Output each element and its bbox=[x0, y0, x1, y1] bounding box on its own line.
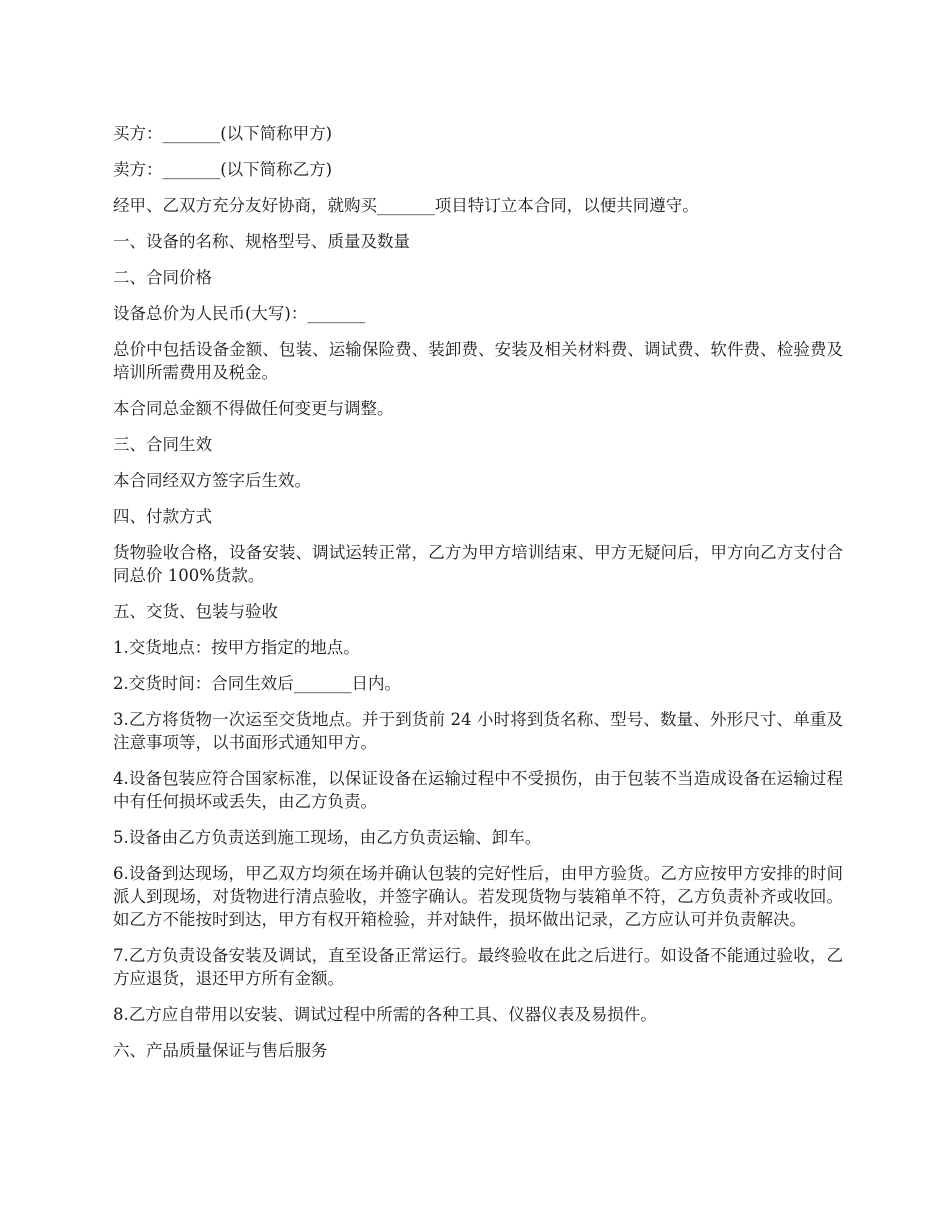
seller-line: 卖方：_______(以下简称乙方) bbox=[113, 160, 333, 179]
total-price-line: 设备总价为人民币(大写)：_______ bbox=[113, 304, 366, 323]
section-heading-price: 二、合同价格 bbox=[113, 268, 212, 287]
buyer-line: 买方：_______(以下简称甲方) bbox=[113, 124, 333, 143]
price-fixed-paragraph: 本合同总金额不得做任何变更与调整。 bbox=[113, 399, 394, 418]
section-heading-payment: 四、付款方式 bbox=[113, 507, 212, 526]
delivery-item-1: 1.交货地点：按甲方指定的地点。 bbox=[113, 638, 360, 657]
section-heading-equipment: 一、设备的名称、规格型号、质量及数量 bbox=[113, 232, 410, 251]
delivery-item-7: 7.乙方负责设备安装及调试，直至设备正常运行。最终验收在此之后进行。如设备不能通过验收，乙方应退货，退还甲方所有金额。 bbox=[113, 946, 843, 988]
delivery-item-3: 3.乙方将货物一次运至交货地点。并于到货前 24 小时将到货名称、型号、数量、外形尺寸、单重及注意事项等，以书面形式通知甲方。 bbox=[113, 710, 843, 752]
delivery-item-6: 6.设备到达现场，甲乙双方均须在场并确认包装的完好性后，由甲方验货。乙方应按甲方安排的时间派人到现场，对货物进行清点验收，并签字确认。若发现货物与装箱单不符，乙方负责补齐或收回。如乙方不能按时到达，甲方有权开箱检验，并对缺件，损坏做出记录，乙方应认可并负责解决。 bbox=[113, 864, 843, 929]
payment-paragraph: 货物验收合格，设备安装、调试运转正常，乙方为甲方培训结束、甲方无疑问后，甲方向乙方支付合同总价 100%货款。 bbox=[113, 543, 843, 585]
section-heading-effective: 三、合同生效 bbox=[113, 435, 212, 454]
delivery-item-2: 2.交货时间：合同生效后_______日内。 bbox=[113, 674, 401, 693]
delivery-item-8: 8.乙方应自带用以安装、调试过程中所需的各种工具、仪器仪表及易损件。 bbox=[113, 1005, 657, 1024]
price-inclusion-paragraph: 总价中包括设备金额、包装、运输保险费、装卸费、安装及相关材料费、调试费、软件费、检验费及培训所需费用及税金。 bbox=[113, 340, 843, 382]
section-heading-delivery: 五、交货、包装与验收 bbox=[113, 602, 278, 621]
document-body bbox=[113, 122, 843, 1075]
delivery-item-4: 4.设备包装应符合国家标准，以保证设备在运输过程中不受损伤，由于包装不当造成设备在运输过程中有任何损坏或丢失，由乙方负责。 bbox=[113, 769, 843, 811]
preamble-paragraph: 经甲、乙双方充分友好协商，就购买_______项目特订立本合同，以便共同遵守。 bbox=[113, 196, 699, 215]
section-heading-quality: 六、产品质量保证与售后服务 bbox=[113, 1041, 328, 1060]
delivery-item-5: 5.设备由乙方负责送到施工现场，由乙方负责运输、卸车。 bbox=[113, 828, 542, 847]
effective-paragraph: 本合同经双方签字后生效。 bbox=[113, 471, 311, 490]
